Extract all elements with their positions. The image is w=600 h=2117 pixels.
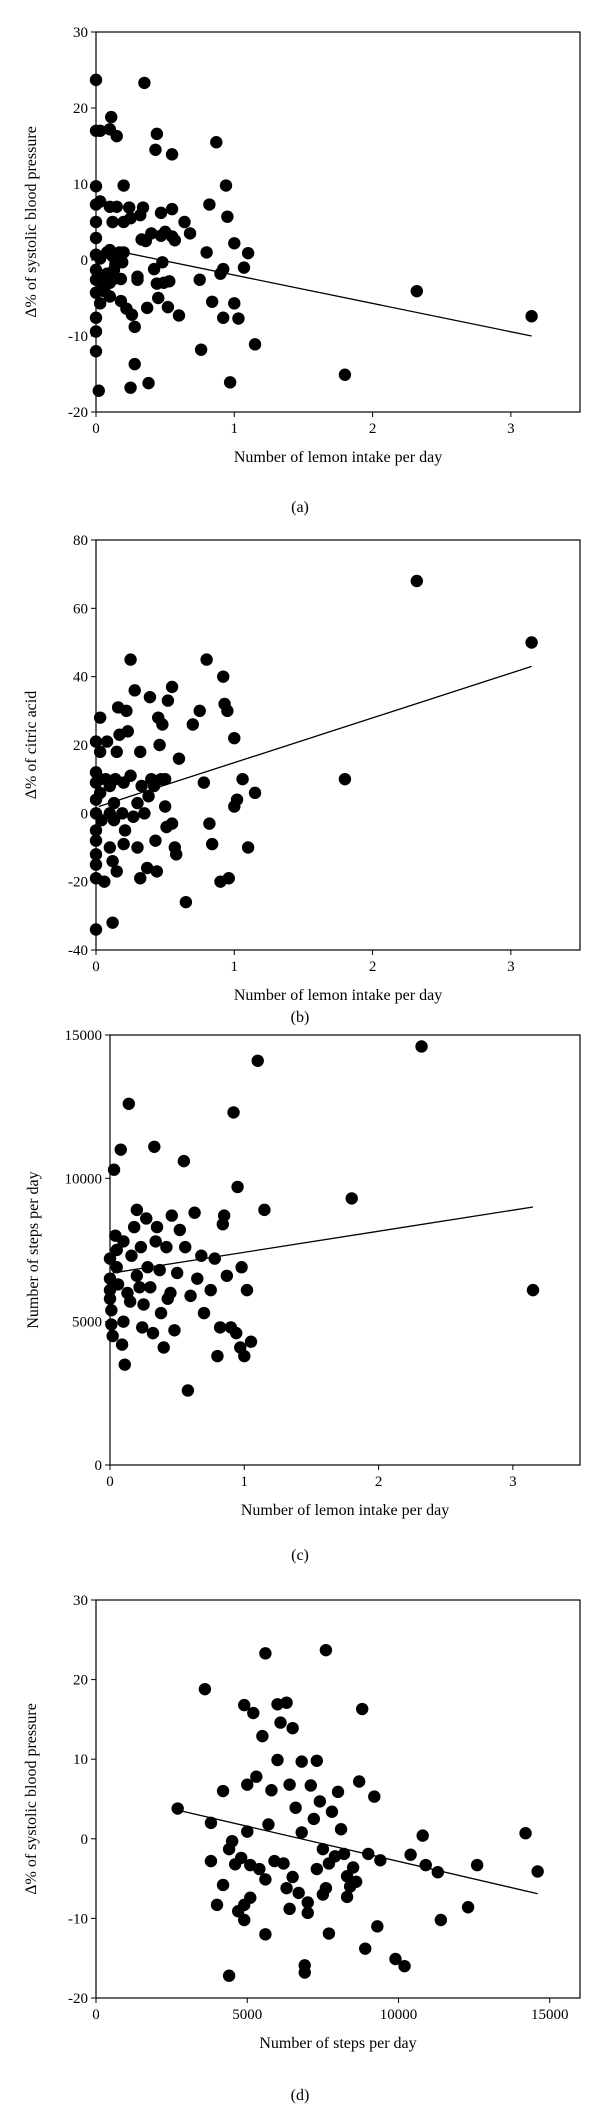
- data-point: [280, 1882, 292, 1894]
- data-point: [106, 1330, 118, 1342]
- data-point: [90, 345, 102, 357]
- data-point: [152, 292, 164, 304]
- data-point: [411, 575, 423, 587]
- panel-label: (a): [291, 499, 309, 516]
- data-point: [159, 800, 171, 812]
- data-point: [211, 1899, 223, 1911]
- data-point: [128, 1221, 140, 1233]
- data-point: [218, 1209, 230, 1221]
- data-point: [170, 848, 182, 860]
- data-point: [104, 841, 116, 853]
- data-point: [141, 302, 153, 314]
- y-tick-label: 10: [73, 1752, 88, 1769]
- data-point: [217, 670, 229, 682]
- data-point: [258, 1204, 270, 1216]
- data-point: [226, 1835, 238, 1847]
- data-point: [136, 1321, 148, 1333]
- data-point: [171, 1802, 183, 1814]
- chart-panel-3: [25, 1028, 580, 1564]
- x-tick-label: 3: [509, 1474, 517, 1490]
- data-point: [224, 376, 236, 388]
- data-point: [155, 207, 167, 219]
- data-point: [211, 1350, 223, 1362]
- x-tick-label: 15000: [531, 2007, 569, 2023]
- data-point: [123, 201, 135, 213]
- plot-frame: [96, 32, 580, 412]
- data-point: [210, 136, 222, 148]
- data-point: [90, 848, 102, 860]
- data-point: [111, 201, 123, 213]
- y-axis-label: Δ% of citric acid: [23, 690, 40, 800]
- data-point: [135, 1241, 147, 1253]
- data-point: [142, 377, 154, 389]
- data-point: [178, 1155, 190, 1167]
- data-point: [184, 1290, 196, 1302]
- data-point: [259, 1647, 271, 1659]
- data-point: [178, 216, 190, 228]
- data-point: [232, 312, 244, 324]
- plot-frame: [96, 540, 580, 950]
- data-point: [435, 1914, 447, 1926]
- data-point: [144, 691, 156, 703]
- data-point: [271, 1754, 283, 1766]
- data-point: [90, 216, 102, 228]
- x-tick-label: 0: [92, 2007, 100, 2023]
- data-point: [166, 148, 178, 160]
- data-point: [404, 1849, 416, 1861]
- y-tick-label: 10000: [64, 1171, 102, 1188]
- data-point: [353, 1775, 365, 1787]
- data-point: [217, 312, 229, 324]
- x-tick-label: 0: [106, 1474, 114, 1490]
- data-point: [283, 1778, 295, 1790]
- data-point: [124, 381, 136, 393]
- data-point: [131, 1270, 143, 1282]
- data-point: [339, 773, 351, 785]
- data-point: [356, 1703, 368, 1715]
- data-point: [162, 301, 174, 313]
- data-point: [398, 1960, 410, 1972]
- data-point: [179, 1241, 191, 1253]
- data-point: [252, 1055, 264, 1067]
- data-point: [171, 1267, 183, 1279]
- data-point: [105, 111, 117, 123]
- data-point: [101, 735, 113, 747]
- data-point: [217, 1785, 229, 1797]
- data-point: [238, 261, 250, 273]
- data-point: [166, 681, 178, 693]
- data-point: [131, 797, 143, 809]
- data-point: [221, 705, 233, 717]
- data-point: [151, 865, 163, 877]
- data-point: [144, 1281, 156, 1293]
- trend-line: [99, 666, 532, 806]
- data-point: [238, 1914, 250, 1926]
- data-point: [98, 875, 110, 887]
- data-point: [147, 1327, 159, 1339]
- data-point: [199, 1683, 211, 1695]
- data-point: [94, 746, 106, 758]
- data-point: [156, 718, 168, 730]
- data-point: [332, 1786, 344, 1798]
- data-point: [90, 74, 102, 86]
- data-point: [280, 1696, 292, 1708]
- data-point: [286, 1871, 298, 1883]
- x-axis-label: Number of steps per day: [259, 2035, 417, 2052]
- data-point: [296, 1826, 308, 1838]
- data-point: [359, 1942, 371, 1954]
- y-tick-label: 20: [73, 101, 88, 117]
- y-tick-label: 60: [73, 601, 88, 618]
- data-point: [368, 1790, 380, 1802]
- data-point: [194, 705, 206, 717]
- data-point: [117, 838, 129, 850]
- data-point: [283, 1903, 295, 1915]
- y-tick-label: 10: [73, 177, 88, 193]
- data-point: [90, 923, 102, 935]
- y-tick-label: -20: [68, 874, 88, 891]
- data-point: [166, 203, 178, 215]
- x-tick-label: 2: [374, 1474, 383, 1490]
- data-point: [153, 739, 165, 751]
- data-point: [180, 896, 192, 908]
- data-point: [320, 1882, 332, 1894]
- y-tick-label: -10: [68, 329, 88, 345]
- data-point: [256, 1730, 268, 1742]
- data-point: [214, 1321, 226, 1333]
- data-point: [166, 1209, 178, 1221]
- data-point: [173, 309, 185, 321]
- data-point: [323, 1927, 335, 1939]
- data-point: [311, 1863, 323, 1875]
- y-tick-label: 0: [80, 253, 88, 269]
- data-point: [198, 776, 210, 788]
- data-point: [104, 1293, 116, 1305]
- data-point: [519, 1827, 531, 1839]
- y-tick-label: 30: [73, 1593, 88, 1609]
- data-point: [134, 872, 146, 884]
- data-point: [90, 325, 102, 337]
- data-point: [162, 694, 174, 706]
- data-point: [347, 1861, 359, 1873]
- y-axis-label: Δ% of systolic blood pressure: [23, 1703, 40, 1895]
- data-point: [209, 1252, 221, 1264]
- x-tick-label: 1: [240, 1474, 249, 1490]
- data-point: [205, 1284, 217, 1296]
- data-point: [223, 872, 235, 884]
- data-point: [174, 1224, 186, 1236]
- data-point: [308, 1813, 320, 1825]
- data-point: [129, 321, 141, 333]
- data-point: [151, 128, 163, 140]
- data-point: [531, 1865, 543, 1877]
- x-tick-label: 1: [230, 959, 239, 975]
- data-point: [231, 793, 243, 805]
- data-point: [200, 246, 212, 258]
- y-tick-label: -20: [68, 405, 88, 421]
- data-point: [228, 732, 240, 744]
- data-point: [148, 1141, 160, 1153]
- data-point: [131, 1204, 143, 1216]
- data-point: [241, 1284, 253, 1296]
- data-point: [105, 1304, 117, 1316]
- data-point: [160, 1241, 172, 1253]
- chart-panel-4: [23, 1593, 580, 2104]
- x-tick-label: 0: [92, 421, 100, 437]
- data-point: [326, 1806, 338, 1818]
- data-point: [432, 1866, 444, 1878]
- data-point: [525, 636, 537, 648]
- data-point: [166, 817, 178, 829]
- data-point: [265, 1784, 277, 1796]
- data-point: [149, 834, 161, 846]
- data-point: [244, 1892, 256, 1904]
- data-point: [188, 1207, 200, 1219]
- data-point: [350, 1876, 362, 1888]
- data-point: [138, 807, 150, 819]
- data-point: [289, 1802, 301, 1814]
- data-point: [205, 1855, 217, 1867]
- data-point: [173, 752, 185, 764]
- data-point: [527, 1284, 539, 1296]
- data-point: [221, 210, 233, 222]
- data-point: [137, 1298, 149, 1310]
- data-point: [120, 705, 132, 717]
- data-point: [137, 201, 149, 213]
- x-axis-label: Number of lemon intake per day: [240, 1502, 450, 1519]
- y-tick-label: 40: [73, 669, 88, 686]
- data-point: [277, 1857, 289, 1869]
- panel-label: (c): [291, 1547, 309, 1564]
- x-tick-label: 1: [230, 421, 239, 437]
- data-point: [111, 130, 123, 142]
- x-tick-label: 3: [507, 421, 515, 437]
- trend-line: [124, 252, 532, 336]
- x-tick-label: 0: [92, 959, 100, 975]
- data-point: [184, 227, 196, 239]
- data-point: [182, 1384, 194, 1396]
- data-point: [228, 237, 240, 249]
- data-point: [131, 274, 143, 286]
- y-tick-label: 0: [80, 806, 88, 823]
- data-point: [115, 273, 127, 285]
- data-point: [296, 1755, 308, 1767]
- data-point: [253, 1863, 265, 1875]
- data-point: [235, 1261, 247, 1273]
- data-point: [245, 1336, 257, 1348]
- data-point: [259, 1928, 271, 1940]
- data-point: [90, 312, 102, 324]
- data-point: [242, 841, 254, 853]
- data-point: [259, 1873, 271, 1885]
- data-point: [471, 1859, 483, 1871]
- data-point: [195, 343, 207, 355]
- data-point: [274, 1716, 286, 1728]
- panel-label: (b): [290, 1009, 310, 1026]
- data-point: [200, 653, 212, 665]
- data-point: [206, 838, 218, 850]
- data-point: [286, 1722, 298, 1734]
- data-point: [320, 1644, 332, 1656]
- data-point: [169, 234, 181, 246]
- data-point: [371, 1920, 383, 1932]
- y-tick-label: 80: [73, 533, 88, 549]
- data-point: [302, 1907, 314, 1919]
- data-point: [262, 1818, 274, 1830]
- data-point: [220, 179, 232, 191]
- data-point: [124, 653, 136, 665]
- data-point: [127, 811, 139, 823]
- data-point: [238, 1350, 250, 1362]
- data-point: [158, 1341, 170, 1353]
- data-point: [417, 1829, 429, 1841]
- data-point: [115, 1143, 127, 1155]
- data-point: [249, 338, 261, 350]
- plot-frame: [96, 1600, 580, 1998]
- y-tick-label: 20: [73, 1672, 88, 1689]
- x-tick-label: 5000: [232, 2007, 263, 2023]
- data-point: [242, 247, 254, 259]
- data-point: [124, 1295, 136, 1307]
- y-tick-label: 20: [73, 738, 88, 754]
- data-point: [108, 1164, 120, 1176]
- data-point: [335, 1823, 347, 1835]
- y-axis-label: Δ% of systolic blood pressure: [23, 126, 40, 318]
- y-axis-label: Number of steps per day: [25, 1171, 42, 1329]
- data-point: [221, 1270, 233, 1282]
- y-tick-label: 15000: [64, 1028, 102, 1044]
- data-point: [119, 1358, 131, 1370]
- data-point: [90, 180, 102, 192]
- data-point: [122, 725, 134, 737]
- data-point: [236, 773, 248, 785]
- y-tick-label: -40: [68, 943, 88, 959]
- chart-panel-1: [23, 25, 580, 516]
- data-point: [187, 718, 199, 730]
- data-point: [106, 916, 118, 928]
- data-point: [339, 369, 351, 381]
- data-point: [117, 1315, 129, 1327]
- panel-label: (d): [290, 2087, 310, 2104]
- x-axis-label: Number of lemon intake per day: [233, 449, 443, 466]
- y-tick-label: 30: [73, 25, 88, 41]
- data-point: [411, 285, 423, 297]
- data-point: [116, 1338, 128, 1350]
- data-point: [203, 198, 215, 210]
- x-tick-label: 2: [368, 959, 377, 975]
- data-point: [111, 746, 123, 758]
- y-tick-label: 0: [94, 1458, 102, 1474]
- data-point: [149, 144, 161, 156]
- data-point: [117, 1235, 129, 1247]
- data-point: [105, 1318, 117, 1330]
- data-point: [217, 1879, 229, 1891]
- y-tick-label: -20: [68, 1991, 88, 2007]
- data-point: [250, 1771, 262, 1783]
- x-tick-label: 2: [368, 421, 377, 437]
- data-point: [230, 1327, 242, 1339]
- x-tick-label: 3: [507, 959, 515, 975]
- data-point: [191, 1272, 203, 1284]
- data-point: [198, 1307, 210, 1319]
- y-tick-label: 0: [80, 1831, 88, 1848]
- data-point: [247, 1707, 259, 1719]
- data-point: [203, 817, 215, 829]
- data-point: [462, 1901, 474, 1913]
- data-point: [346, 1192, 358, 1204]
- data-point: [164, 1287, 176, 1299]
- data-point: [134, 746, 146, 758]
- data-point: [93, 385, 105, 397]
- data-point: [112, 1278, 124, 1290]
- y-tick-label: -10: [68, 1911, 88, 1928]
- data-point: [138, 77, 150, 89]
- data-point: [125, 1250, 137, 1262]
- data-point: [206, 296, 218, 308]
- data-point: [311, 1755, 323, 1767]
- x-axis-label: Number of lemon intake per day: [233, 987, 443, 1004]
- data-point: [168, 1324, 180, 1336]
- data-point: [140, 1212, 152, 1224]
- data-point: [292, 1887, 304, 1899]
- data-point: [525, 310, 537, 322]
- data-point: [163, 275, 175, 287]
- data-point: [231, 1181, 243, 1193]
- data-point: [123, 1098, 135, 1110]
- data-point: [227, 1106, 239, 1118]
- data-point: [131, 841, 143, 853]
- data-point: [133, 1281, 145, 1293]
- data-point: [90, 232, 102, 244]
- data-point: [228, 297, 240, 309]
- data-point: [126, 309, 138, 321]
- data-point: [111, 865, 123, 877]
- data-point: [94, 711, 106, 723]
- data-point: [415, 1040, 427, 1052]
- x-tick-label: 10000: [379, 2007, 418, 2023]
- data-point: [194, 274, 206, 286]
- data-point: [119, 824, 131, 836]
- data-point: [305, 1779, 317, 1791]
- data-point: [124, 770, 136, 782]
- data-point: [129, 358, 141, 370]
- data-point: [129, 684, 141, 696]
- data-point: [104, 290, 116, 302]
- y-tick-label: 5000: [72, 1314, 102, 1331]
- data-point: [151, 1221, 163, 1233]
- data-point: [106, 216, 118, 228]
- data-point: [116, 807, 128, 819]
- data-point: [223, 1970, 235, 1982]
- data-point: [314, 1795, 326, 1807]
- data-point: [149, 1235, 161, 1247]
- data-point: [117, 179, 129, 191]
- data-point: [156, 256, 168, 268]
- data-point: [249, 787, 261, 799]
- data-point: [299, 1959, 311, 1971]
- chart-panel-2: [23, 533, 580, 1026]
- data-point: [155, 1307, 167, 1319]
